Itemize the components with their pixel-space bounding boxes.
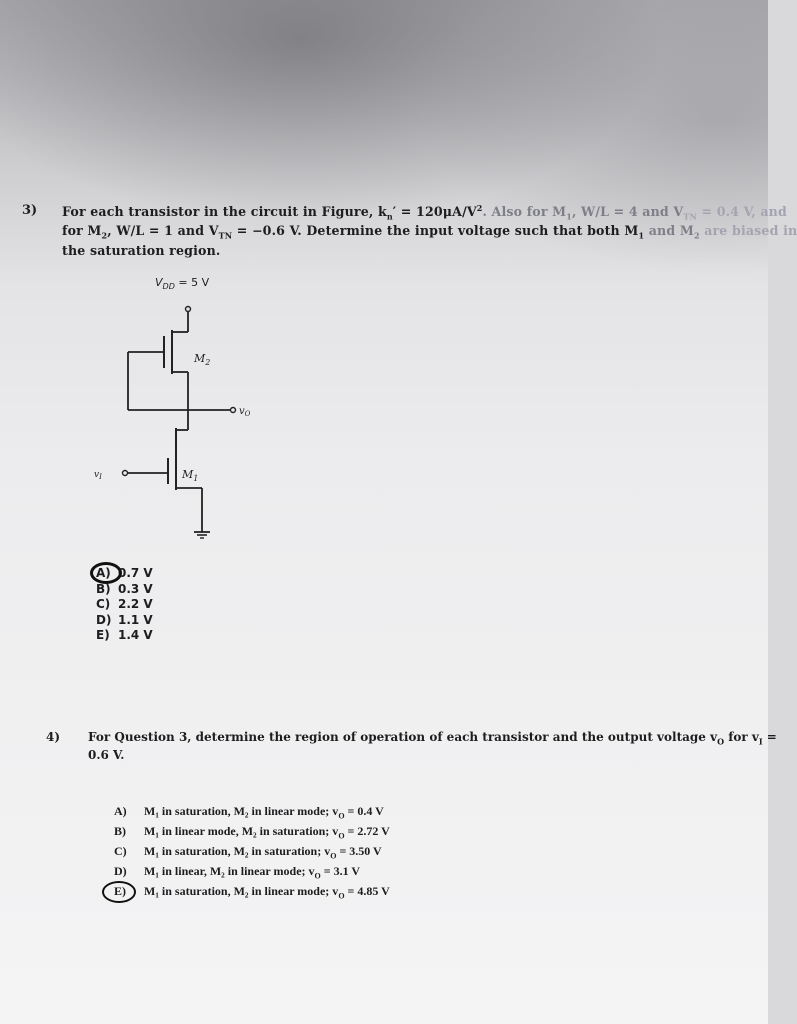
question-4-options bbox=[114, 804, 390, 904]
question-3-option-b[interactable]: B) 0.3 V bbox=[96, 581, 153, 596]
output-terminal bbox=[231, 408, 236, 413]
m2-label: $M_2$ bbox=[194, 352, 211, 367]
m1-label: $M_1$ bbox=[182, 468, 199, 483]
input-terminal bbox=[123, 471, 128, 476]
question-3-option-a[interactable]: A) 0.7 V bbox=[96, 566, 153, 582]
circuit-diagram bbox=[94, 270, 270, 550]
question-3-option-d[interactable]: D) 1.1 V bbox=[96, 612, 153, 627]
answer-circle-mark bbox=[102, 881, 136, 903]
question-3-line-2: for $M_2$, W/L = 1 and $V_{TN} = -0.6$ V. Determine the input voltage such that both $M_1$ and $M_2$ are biased in bbox=[62, 223, 797, 241]
question-3-options bbox=[96, 566, 153, 644]
question-4-option-c[interactable]: C) M₁ in saturation, M₂ in saturation; $v_O = 3.50$ V bbox=[114, 844, 382, 861]
question-4-option-e[interactable]: E) M₁ in saturation, M₂ in linear mode; $v_O = 4.85$ V bbox=[114, 884, 390, 904]
question-3-number: 3) bbox=[22, 203, 38, 218]
question-3-option-c[interactable]: C) 2.2 V bbox=[96, 597, 153, 611]
question-3-option-e[interactable]: E) 1.4 V bbox=[96, 628, 153, 642]
question-4-option-d[interactable]: D) M₁ in linear, M₂ in linear mode; $v_O = 3.1$ V bbox=[114, 864, 361, 881]
question-4-line-1: For Question 3, determine the region of operation of each transistor and the output voltage $v_O$ for $v_I$ = bbox=[88, 730, 777, 747]
question-4-number: 4) bbox=[46, 730, 61, 744]
vi-label: $v_I$ bbox=[94, 470, 102, 481]
question-3-line-3: the saturation region. bbox=[62, 243, 221, 258]
vo-label: $v_O$ bbox=[239, 406, 251, 418]
question-3-line-1: For each transistor in the circuit in Figure, $k_n' = 120\mu A/V^2$. Also for $M_1$, W/L = 4 and $V_{TN} = 0.4$ V, and bbox=[62, 203, 787, 222]
question-4-option-a[interactable]: A) M₁ in saturation, M₂ in linear mode; $v_O = 0.4$ V bbox=[114, 804, 384, 821]
question-4-line-2: 0.6 V. bbox=[88, 748, 125, 762]
vdd-terminal bbox=[186, 307, 191, 312]
vdd-label: $V_{DD} = 5$ V bbox=[155, 276, 210, 291]
question-4-option-b[interactable]: B) M₁ in linear mode, M₂ in saturation; $v_O = 2.72$ V bbox=[114, 824, 390, 841]
